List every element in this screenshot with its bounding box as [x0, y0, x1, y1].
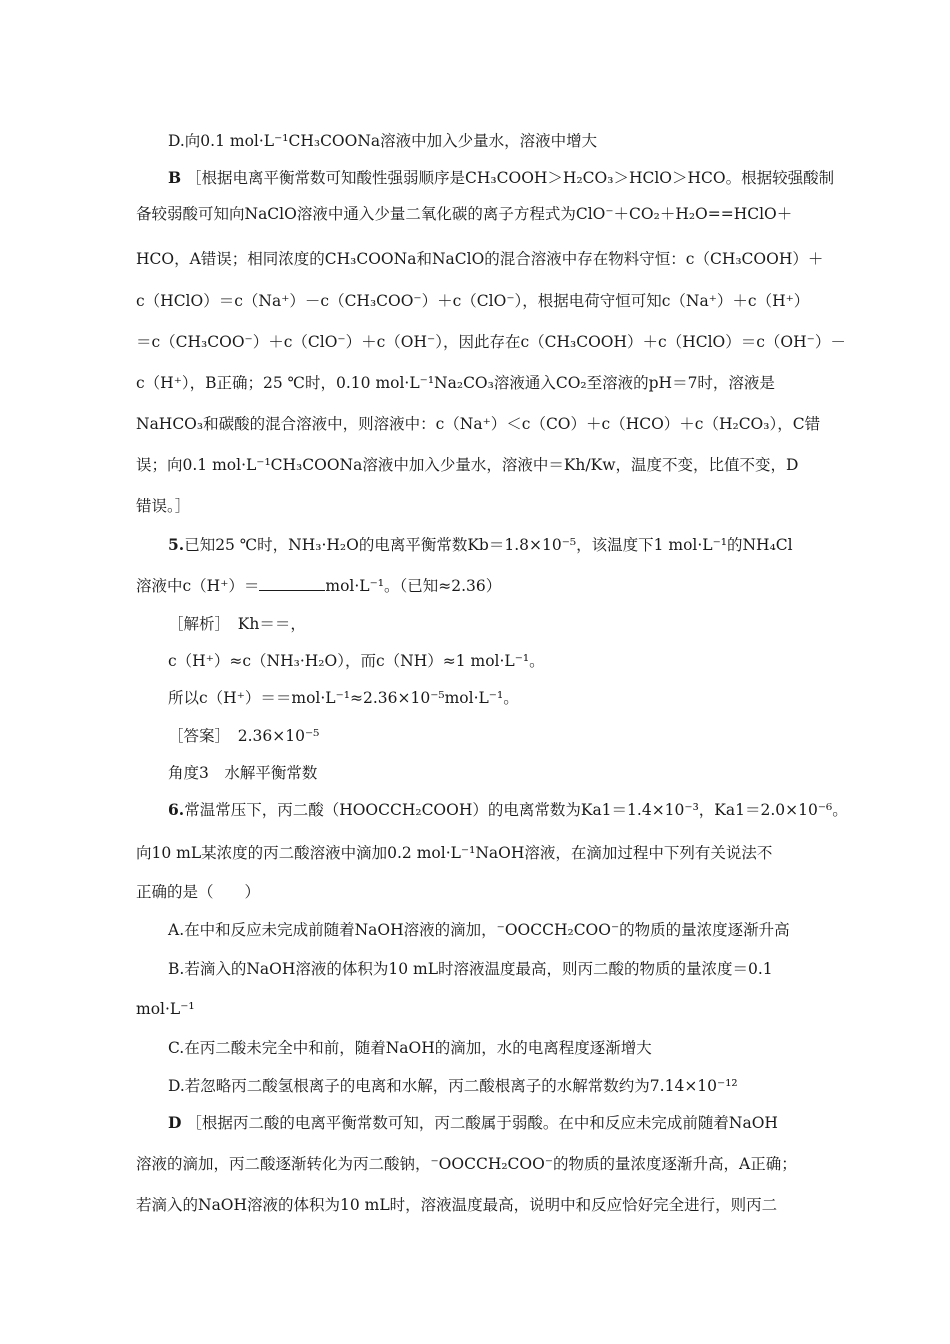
text: c（H⁺）≈c（NH₃·H₂O），而c（NH）≈1 mol·L⁻¹。: [168, 652, 545, 670]
text: 备较弱酸可知向NaClO溶液中通入少量二氧化碳的离子方程式为ClO⁻＋CO₂＋H₂O==HClO＋: [136, 205, 793, 223]
option-a-line: [168, 920, 790, 940]
option-d-line: [168, 1076, 738, 1096]
text: c（H⁺），B正确；25 ℃时，0.10 mol·L⁻¹Na₂CO₃溶液通入CO₂至溶液的pH＝7时，溶液是: [136, 374, 775, 392]
text: 正确的是（ ）: [136, 883, 261, 901]
section-heading: [168, 763, 317, 783]
answer-b-line: [168, 168, 835, 188]
option-b-line: [168, 959, 773, 979]
answer-line: [168, 726, 319, 746]
explanation-line: [136, 1154, 816, 1174]
option-c-line: [168, 1038, 652, 1058]
analysis-line: [168, 614, 306, 634]
question-number: 5.: [168, 535, 185, 554]
text: ［答案］ 2.36×10⁻⁵: [168, 727, 320, 745]
answer-d-line: [168, 1113, 816, 1133]
text: B.若滴入的NaOH溶液的体积为10 mL时溶液温度最高，则丙二酸的物质的量浓度＝0.1: [168, 960, 773, 978]
explanation-line: [136, 204, 816, 224]
text: 溶液的滴加，丙二酸逐渐转化为丙二酸钠，⁻OOCCH₂COO⁻的物质的量浓度逐渐升高，A正确；: [136, 1155, 797, 1173]
text: ［根据电离平衡常数可知酸性强弱顺序是CH₃COOH＞H₂CO₃＞HClO＞HCO。根据较强酸制: [186, 169, 835, 187]
text: 常温常压下，丙二酸（HOOCCH₂COOH）的电离常数为Ka1＝1.4×10⁻³，Ka1＝2.0×10⁻⁶。: [184, 801, 848, 819]
question-5-line: [168, 535, 793, 555]
text: 错误。］: [136, 497, 191, 515]
text: C.在丙二酸未完全中和前，随着NaOH的滴加，水的电离程度逐渐增大: [168, 1039, 652, 1057]
text: ＝c（CH₃COO⁻）＋c（ClO⁻）＋c（OH⁻），因此存在c（CH₃COOH）＋c（HClO）＝c（OH⁻）－: [136, 333, 846, 351]
option-d-line: [168, 131, 597, 151]
answer-letter: D: [168, 1113, 182, 1132]
option-b-line: [136, 999, 816, 1019]
text: c（HClO）＝c（Na⁺）－c（CH₃COO⁻）＋c（ClO⁻），根据电荷守恒可知c（Na⁺）＋c（H⁺）: [136, 292, 810, 310]
answer-blank: [259, 576, 325, 591]
text: D.向0.1 mol·L⁻¹CH₃COONa溶液中加入少量水，溶液中增大: [168, 132, 598, 150]
text: A.在中和反应未完成前随着NaOH溶液的滴加，⁻OOCCH₂COO⁻的物质的量浓度逐渐升高: [168, 921, 790, 939]
answer-letter: B: [168, 168, 182, 187]
text: 若滴入的NaOH溶液的体积为10 mL时，溶液温度最高，说明中和反应恰好完全进行，则丙二: [136, 1196, 778, 1214]
explanation-line: [136, 455, 816, 475]
text: ［根据丙二酸的电离平衡常数可知，丙二酸属于弱酸。在中和反应未完成前随着NaOH: [186, 1114, 778, 1132]
explanation-line: [136, 291, 816, 311]
explanation-line: [136, 249, 824, 269]
explanation-line: [136, 496, 816, 516]
question-5-line: [136, 576, 816, 596]
text: ［解析］ Kh＝＝，: [168, 615, 306, 633]
text: 所以c（H⁺）＝＝mol·L⁻¹≈2.36×10⁻⁵mol·L⁻¹。: [168, 689, 519, 707]
explanation-line: [136, 1195, 816, 1215]
question-6-line: [168, 800, 848, 820]
question-6-line: [136, 882, 816, 902]
text: 向10 mL某浓度的丙二酸溶液中滴加0.2 mol·L⁻¹NaOH溶液，在滴加过程中下列有关说法不: [136, 844, 773, 862]
text: mol·L⁻¹。（已知≈2.36）: [325, 577, 502, 595]
explanation-line: [136, 373, 816, 393]
text: 角度3 水解平衡常数: [168, 764, 318, 782]
text: mol·L⁻¹: [136, 1000, 195, 1018]
question-number: 6.: [168, 800, 185, 819]
question-6-line: [136, 843, 816, 863]
analysis-line: [168, 651, 545, 671]
analysis-line: [168, 688, 519, 708]
text: 已知25 ℃时，NH₃·H₂O的电离平衡常数Kb＝1.8×10⁻⁵，该温度下1 mol·L⁻¹的NH₄Cl: [184, 536, 793, 554]
explanation-line: [136, 332, 846, 352]
text: 溶液中c（H⁺）＝: [136, 577, 260, 595]
text: NaHCO₃和碳酸的混合溶液中，则溶液中：c（Na⁺）＜c（CO）＋c（HCO）＋c（H₂CO₃），C错: [136, 415, 821, 433]
text: HCO，A错误；相同浓度的CH₃COONa和NaClO的混合溶液中存在物料守恒：c（CH₃COOH）＋: [136, 250, 824, 268]
text: 误；向0.1 mol·L⁻¹CH₃COONa溶液中加入少量水，溶液中＝Kh/Kw，温度不变，比值不变，D: [136, 456, 799, 474]
text: D.若忽略丙二酸氢根离子的电离和水解，丙二酸根离子的水解常数约为7.14×10⁻¹²: [168, 1077, 738, 1095]
explanation-line: [136, 414, 821, 434]
